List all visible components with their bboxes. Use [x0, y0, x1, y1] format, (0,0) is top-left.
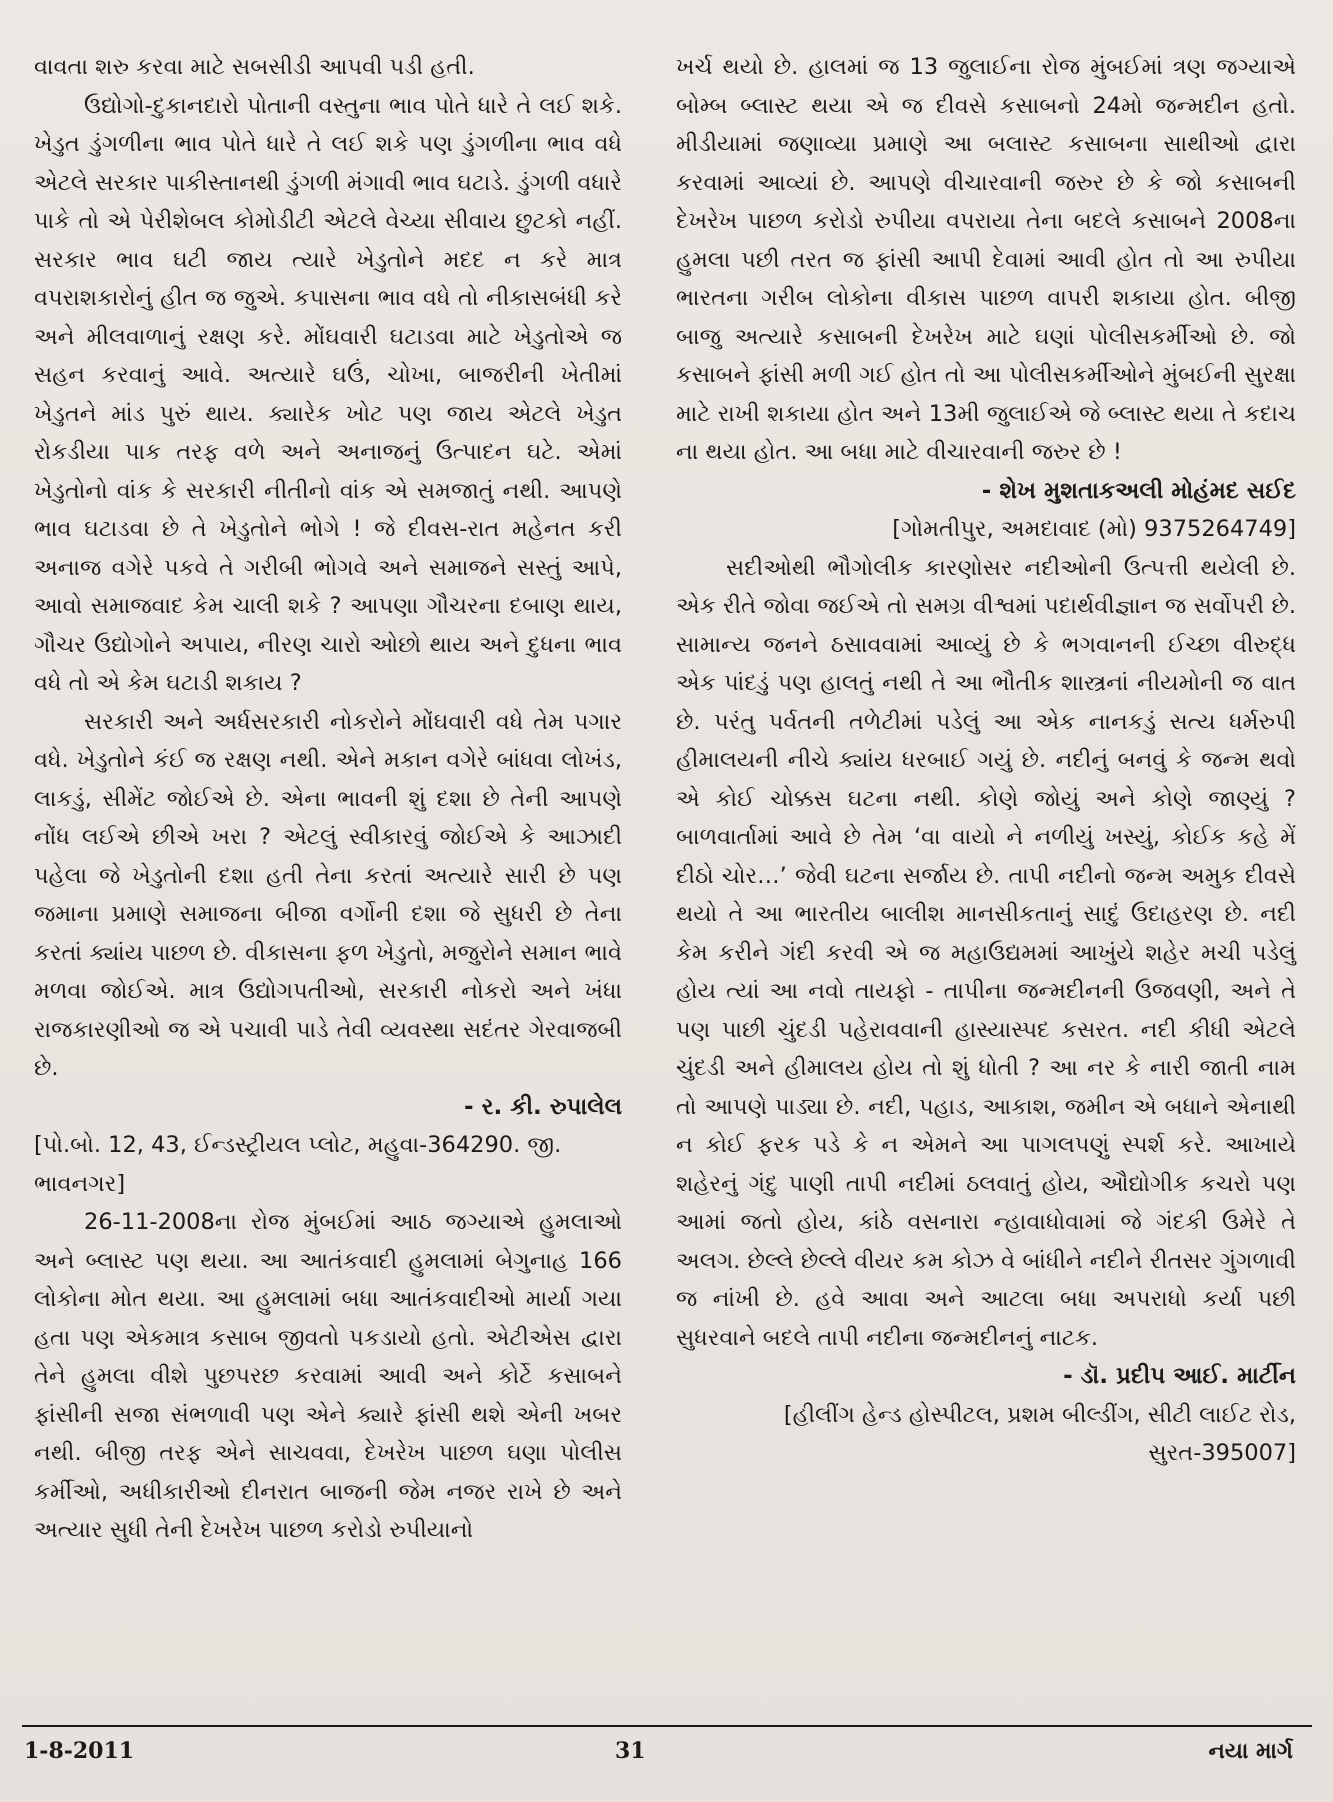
page-footer	[0, 1738, 1333, 1774]
signature: - શેખ મુશતાકઅલી મોહંમદ સઈદ	[981, 477, 1296, 504]
paragraph: 26-11-2008ના રોજ મુંબઈમાં આઠ જગ્યાએ હુમલાઓ અને બ્લાસ્ટ પણ થયા. આ આતંકવાદી હુમલામાં બેગુનાહ 166 લોકોના મોત થયા. આ હુમલામાં બધા આતંકવાદીઓ માર્યા ગયા હતા પણ એકમાત્ર કસાબ જીવતો પકડાયો હતો. એટીએસ દ્વારા તેને હુમલા વીશે પુછપરછ કરવામાં આવી અને કોર્ટે કસાબને ફાંસીની સજા સંભળાવી પણ એને ક્યારે ફાંસી થશે એની ખબર નથી. બીજી તરફ એને સાચવવા, દેખરેખ પાછળ ઘણા પોલીસ કર્મીઓ, અધીકારીઓ દીનરાત બાજની જેમ નજર રાખે છે અને અત્યાર સુધી તેની દેખરેખ પાછળ કરોડો રુપીયાનો	[34, 1209, 622, 1543]
signature: - ડૉ. પ્રદીપ આઈ. માર્ટીન	[1063, 1363, 1296, 1389]
address: [ગોમતીપુર, અમદાવાદ (મો) 9375264749]	[892, 516, 1296, 542]
paragraph: સરકારી અને અર્ધસરકારી નોકરોને મોંઘવારી વધે તેમ પગાર વધે. ખેડુતોને કંઈ જ રક્ષણ નથી. એને મકાન વગેરે બાંધવા લોખંડ, લાકડું, સીમેંટ જોઈએ છે. એના ભાવની શું દશા છે તેની આપણે નોંધ લઈએ છીએ ખરા ? એટલું સ્વીકારવું જોઈએ કે આઝાદી પહેલા જે ખેડુતોની દશા હતી તેના કરતાં અત્યારે સારી છે પણ જમાના પ્રમાણે સમાજના બીજા વર્ગોની દશા જે સુધરી છે તેના કરતાં ક્યાંય પાછળ છે. વીકાસના ફળ ખેડુતો, મજુરોને સમાન ભાવે મળવા જોઈએ. માત્ર ઉદ્યોગપતીઓ, સરકારી નોકરો અને ખંધા રાજકારણીઓ જ એ પચાવી પાડે તેવી વ્યવસ્થા સદંતર ગેરવાજબી છે.	[34, 708, 622, 1081]
right-column	[676, 48, 1296, 1473]
paragraph: ખર્ચ થયો છે. હાલમાં જ 13 જુલાઈના રોજ મુંબઈમાં ત્રણ જગ્યાએ બોમ્બ બ્લાસ્ટ થયા એ જ દીવસે કસાબનો 24મો જન્મદીન હતો. મીડીયામાં જણાવ્યા પ્રમાણે આ બલાસ્ટ કસાબના સાથીઓ દ્વારા કરવામાં આવ્યાં છે. આપણે વીચારવાની જરુર છે કે જો કસાબની દેખરેખ પાછળ કરોડો રુપીયા વપરાયા તેના બદલે કસાબને 2008ના હુમલા પછી તરત જ ફાંસી આપી દેવામાં આવી હોત તો આ રુપીયા ભારતના ગરીબ લોકોના વીકાસ પાછળ વાપરી શકાયા હોત. બીજી બાજુ અત્યારે કસાબની દેખરેખ માટે ઘણાં પોલીસકર્મીઓ છે. જો કસાબને ફાંસી મળી ગઈ હોત તો આ પોલીસકર્મીઓને મુંબઈની સુરક્ષા માટે રાખી શકાયા હોત અને 13મી જુલાઈએ જે બ્લાસ્ટ થયા તે કદાચ ના થયા હોત. આ બધા માટે વીચારવાની જરુર છે !	[676, 54, 1296, 465]
footer-divider	[22, 1725, 1312, 1727]
paragraph: સદીઓથી ભૌગોલીક કારણોસર નદીઓની ઉત્પત્તી થયેલી છે. એક રીતે જોવા જઈએ તો સમગ્ર વીશ્વમાં પદાર્થવીજ્ઞાન જ સર્વોપરી છે. સામાન્ય જનને ઠસાવવામાં આવ્યું છે કે ભગવાનની ઈચ્છા વીરુદ્ધ એક પાંદડું પણ હાલતું નથી તે આ ભૌતીક શાસ્ત્રનાં નીયમોની જ વાત છે. પરંતુ પર્વતની તળેટીમાં પડેલું આ એક નાનકડું સત્ય ધર્મરુપી હીમાલયની નીચે ક્યાંય ધરબાઈ ગયું છે. નદીનું બનવું કે જન્મ થવો એ કોઈ ચોક્કસ ઘટના નથી. કોણે જોયું અને કોણે જાણ્યું ? બાળવાર્તામાં આવે છે તેમ ‘વા વાયો ને નળીયું ખસ્યું, કોઈક કહે મેં દીઠો ચોર…’ જેવી ઘટના સર્જાય છે. તાપી નદીનો જન્મ અમુક દીવસે થયો તે આ ભારતીય બાલીશ માનસીકતાનું સાદું ઉદાહરણ છે. નદી કેમ કરીને ગંદી કરવી એ જ મહાઉદ્યમમાં આખુંયે શહેર મચી પડેલું હોય ત્યાં આ નવો તાયફો - તાપીના જન્મદીનની ઉજવણી, અને તે પણ પાછી ચુંદડી પહેરાવવાની હાસ્યાસ્પદ કસરત. નદી કીધી એટલે ચુંદડી અને હીમાલય હોય તો શું ધોતી ? આ નર કે નારી જાતી નામ તો આપણે પાડ્યા છે. નદી, પહાડ, આકાશ, જમીન એ બધાને એનાથી ન કોઈ ફરક પડે કે ન એમને આ પાગલપણું સ્પર્શ કરે. આખાયે શહેરનું ગંદુ પાણી તાપી નદીમાં ઠલવાતું હોય, ઔદ્યોગીક કચરો પણ આમાં જતો હોય, કાંઠે વસનારા ન્હાવાધોવામાં જે ગંદકી ઉમેરે તે અલગ. છેલ્લે છેલ્લે વીયર કમ કોઝ વે બાંધીને નદીને રીતસર ગુંગળાવી જ નાંખી છે. હવે આવા અને આટલા બધા અપરાધો કર્યા પછી સુધરવાને બદલે તાપી નદીના જન્મદીનનું નાટક.	[676, 554, 1296, 1351]
magazine-name: નયા માર્ગ	[1208, 1738, 1293, 1764]
left-column	[34, 48, 622, 1550]
signature: - ર. કી. રુપાલેલ	[464, 1093, 622, 1120]
paragraph: વાવતા શરુ કરવા માટે સબસીડી આપવી પડી હતી.	[34, 54, 475, 80]
page-number: 31	[615, 1738, 646, 1764]
address: [પો.બો. 12, 43, ઈન્ડસ્ટ્રીયલ પ્લોટ, મહુવા-364290. જી. ભાવનગર]	[34, 1132, 562, 1197]
address: સુરત-395007]	[1148, 1440, 1296, 1466]
address: [હીલીંગ હેન્ડ હોસ્પીટલ, પ્રશમ બીલ્ડીંગ, સીટી લાઈટ રોડ,	[783, 1401, 1296, 1428]
paragraph: ઉદ્યોગો-દુકાનદારો પોતાની વસ્તુના ભાવ પોતે ધારે તે લઈ શકે. ખેડુત ડુંગળીના ભાવ પોતે ધારે તે લઈ શકે પણ ડુંગળીના ભાવ વધે એટલે સરકાર પાકીસ્તાનથી ડુંગળી મંગાવી ભાવ ઘટાડે. ડુંગળી વધારે પાકે તો એ પેરીશેબલ કોમોડીટી એટલે વેચ્યા સીવાય છુટકો નહીં. સરકાર ભાવ ઘટી જાય ત્યારે ખેડુતોને મદદ ન કરે માત્ર વપરાશકારોનું હીત જ જુએ. કપાસના ભાવ વધે તો નીકાસબંધી કરે અને મીલવાળાનું રક્ષણ કરે. મોંઘવારી ઘટાડવા માટે ખેડુતોએ જ સહન કરવાનું આવે. અત્યારે ઘઉં, ચોખા, બાજરીની ખેતીમાં ખેડુતને માંડ પુરું થાય. ક્યારેક ખોટ પણ જાય એટલે ખેડુત રોકડીયા પાક તરફ વળે અને અનાજનું ઉત્પાદન ઘટે. એમાં ખેડુતોનો વાંક કે સરકારી નીતીનો વાંક એ સમજાતું નથી. આપણે ભાવ ઘટાડવા છે તે ખેડુતોને ભોગે ! જે દીવસ-રાત મહેનત કરી અનાજ વગેરે પકવે તે ગરીબી ભોગવે અને સમાજને સસ્તું આપે, આવો સમાજવાદ કેમ ચાલી શકે ? આપણા ગૌચરના દબાણ થાય, ગૌચર ઉદ્યોગોને અપાય, નીરણ ચારો ઓછો થાય અને દુધના ભાવ વધે તો એ કેમ ઘટાડી શકાય ?	[34, 92, 622, 696]
issue-date: 1-8-2011	[24, 1738, 135, 1764]
